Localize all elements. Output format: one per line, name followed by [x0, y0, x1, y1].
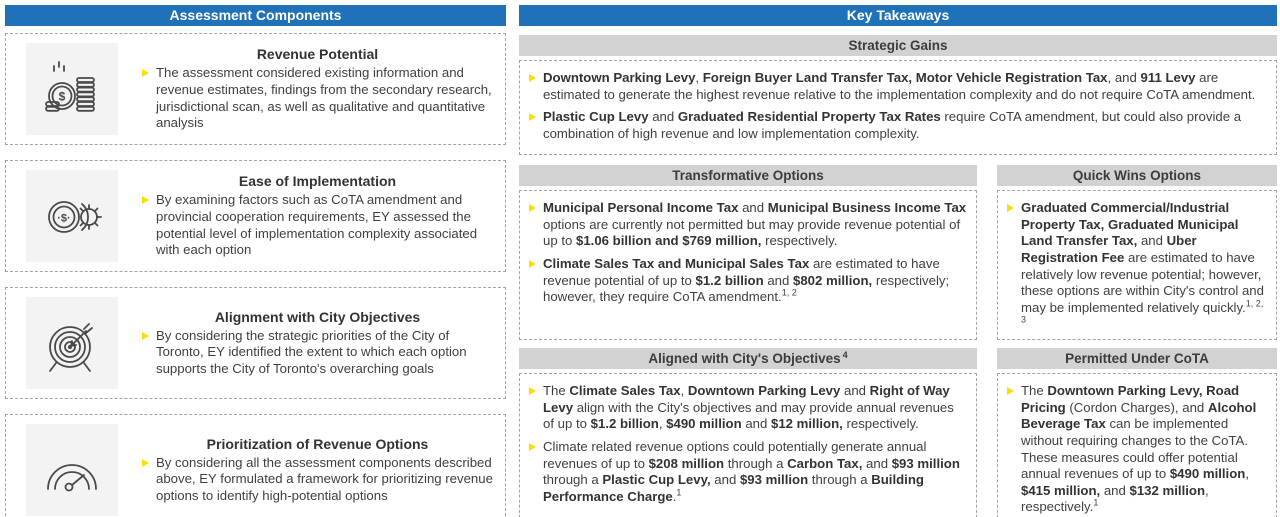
bullet-arrow-icon — [529, 387, 536, 395]
card-ease-of-implementation — [5, 160, 506, 272]
bullet-arrow-icon — [1007, 387, 1014, 395]
key-takeaways-panel — [519, 5, 1277, 517]
bullet-item — [529, 383, 967, 433]
bullet-text: By considering all the assessment components described above, EY formulated a framework for prioritizing revenue options to identify high-potential options — [156, 454, 493, 503]
bullet-item — [529, 256, 967, 306]
card-revenue-potential — [5, 33, 506, 145]
transformative-options-box — [519, 190, 977, 340]
bullet-arrow-icon — [529, 74, 536, 82]
bullet-text: Climate Sales Tax and Municipal Sales Tax are estimated to have revenue potential of up to $1.2 billion and $802 million, respectively; however, they require CoTA amendment.$^{1, 2}$ — [543, 255, 950, 305]
quick-wins-options-box — [997, 190, 1277, 340]
takeaways-grid — [519, 165, 1277, 517]
svg-text:$: $ — [58, 89, 66, 104]
gauge-icon-svg — [40, 438, 104, 502]
dollar-gear-icon-svg — [40, 184, 104, 248]
bullet-item — [142, 328, 493, 378]
bullet-text: By considering the strategic priorities of the City of Toronto, EY identified the extent to which each option supports the City of Toronto's overarching goals — [156, 327, 467, 376]
aligned-objectives-box — [519, 373, 977, 517]
bullet-text: Graduated Commercial/Industrial Property Tax, Graduated Municipal Land Transfer Tax, and Uber Registration Fee are estimated to have relatively low revenue potential; however, these options are within City's control and may be implemented relatively quickly.$^{1, 2, 3}$ — [1021, 200, 1264, 325]
card-alignment-with-city-objectives — [5, 287, 506, 399]
permitted-under-cota-header — [997, 348, 1277, 369]
quick-wins-options-title: Quick Wins Options — [1072, 168, 1202, 183]
bullet-item — [529, 70, 1267, 103]
key-takeaways-title: Key Takeaways — [846, 7, 950, 23]
section-aligned-with-citys-objectives — [519, 348, 977, 517]
bullet-item — [529, 439, 967, 506]
bullet-text: By examining factors such as CoTA amendment and provincial cooperation requirements, EY assessed the potential level of implementation complexity associated with each option — [156, 192, 478, 258]
bullet-item — [529, 109, 1267, 142]
bullet-arrow-icon — [142, 196, 149, 204]
bullet-text: The Climate Sales Tax, Downtown Parking Levy and Right of Way Levy align with the City's objectives and may provide annual revenues of up to $1.2 billion, $490 million and $12 million, respectively. — [543, 383, 954, 432]
bullet-item — [1007, 200, 1267, 333]
strategic-gains-header — [519, 35, 1277, 56]
section-strategic-gains — [519, 35, 1277, 155]
card-title: Prioritization of Revenue Options — [206, 435, 429, 452]
transformative-options-title: Transformative Options — [672, 168, 824, 183]
bullet-item — [142, 455, 493, 505]
key-takeaways-header — [519, 5, 1277, 26]
bullet-arrow-icon — [142, 69, 149, 77]
svg-text:·$·: ·$· — [57, 212, 71, 225]
card-content — [142, 436, 493, 505]
bullet-arrow-icon — [529, 443, 536, 451]
bullet-text: Municipal Personal Income Tax and Municipal Business Income Tax options are currently not permitted but may provide revenue potential of up to $1.06 billion and $769 million, respectively. — [543, 200, 967, 249]
card-content — [142, 46, 493, 132]
bullet-item — [529, 200, 967, 250]
bullet-arrow-icon — [1007, 204, 1014, 212]
assessment-components-title: Assessment Components — [169, 7, 342, 23]
target-dart-icon — [26, 297, 118, 389]
revenue-coins-icon-svg — [40, 57, 104, 121]
card-content — [142, 173, 493, 259]
bullet-arrow-icon — [529, 113, 536, 121]
aligned-objectives-footnote: 4 — [842, 349, 848, 360]
bullet-text: The assessment considered existing information and revenue estimates, findings from the secondary research, jurisdictional scan, as well as qualitative and quantitative analysis — [156, 65, 492, 131]
gauge-icon — [26, 424, 118, 516]
permitted-under-cota-box — [997, 373, 1277, 517]
transformative-options-header — [519, 165, 977, 186]
permitted-under-cota-title: Permitted Under CoTA — [1065, 351, 1209, 366]
bullet-text: Downtown Parking Levy, Foreign Buyer Land Transfer Tax, Motor Vehicle Registration Tax, and 911 Levy are estimated to generate the highest revenue relative to the implementation complexity and do not require CoTA amendment. — [543, 70, 1256, 102]
section-permitted-under-cota — [997, 348, 1277, 517]
bullet-text: Plastic Cup Levy and Graduated Residential Property Tax Rates require CoTA amendment, but could also provide a combination of high revenue and low implementation complexity. — [543, 109, 1242, 141]
target-dart-icon-svg — [40, 311, 104, 375]
bullet-item — [142, 65, 493, 132]
section-quick-wins-options — [997, 165, 1277, 340]
card-title: Revenue Potential — [256, 46, 379, 63]
section-transformative-options — [519, 165, 977, 340]
card-content — [142, 309, 493, 378]
aligned-objectives-title: Aligned with City's Objectives — [648, 351, 841, 366]
bullet-arrow-icon — [142, 332, 149, 340]
assessment-components-panel — [5, 5, 506, 517]
revenue-coins-icon — [26, 43, 118, 135]
assessment-components-header — [5, 5, 506, 26]
dollar-gear-icon — [26, 170, 118, 262]
aligned-objectives-header — [519, 348, 977, 369]
bullet-item — [1007, 383, 1267, 516]
bullet-arrow-icon — [529, 260, 536, 268]
strategic-gains-title: Strategic Gains — [848, 38, 948, 53]
card-title: Ease of Implementation — [238, 173, 397, 190]
bullet-text: Climate related revenue options could potentially generate annual revenues of up to $208 million through a Carbon Tax, and $93 million through a Plastic Cup Levy, and $93 million through a Building Performance Charge.$^1$ — [543, 438, 960, 504]
strategic-gains-box — [519, 60, 1277, 155]
bullet-arrow-icon — [529, 204, 536, 212]
bullet-text: The Downtown Parking Levy, Road Pricing (Cordon Charges), and Alcohol Beverage Tax can be implemented without requiring changes to the CoTA. These measures could offer potential annual revenues of up to $490 million, $415 million, and $132 million, respectively.$^1$ — [1021, 383, 1257, 515]
bullet-arrow-icon — [142, 459, 149, 467]
quick-wins-options-header — [997, 165, 1277, 186]
card-prioritization-of-revenue-options — [5, 414, 506, 517]
card-title: Alignment with City Objectives — [214, 308, 421, 325]
bullet-item — [142, 192, 493, 259]
